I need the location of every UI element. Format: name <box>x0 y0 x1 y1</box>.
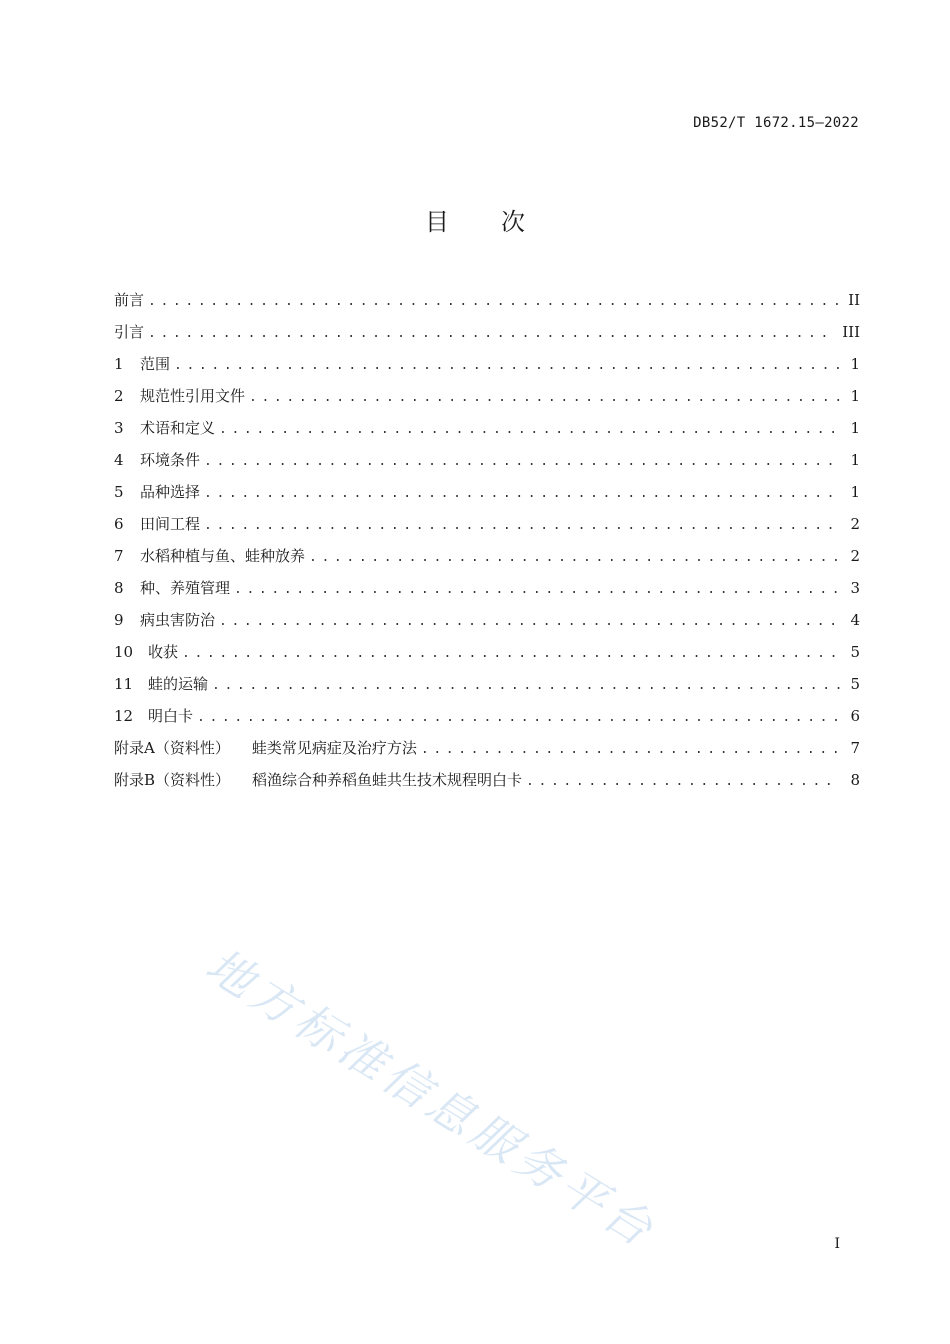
document-code: DB52/T 1672.15—2022 <box>693 115 859 131</box>
toc-entry-appendix-b[interactable] <box>114 764 860 796</box>
toc-leader <box>212 670 840 702</box>
toc-leader <box>204 478 840 510</box>
toc-entry-page: 5 <box>850 675 860 693</box>
toc-entry-foreword[interactable] <box>114 284 860 316</box>
toc-leader <box>204 446 840 478</box>
toc-entry-title: 田间工程 <box>140 515 201 533</box>
toc-entry-4[interactable] <box>114 444 860 476</box>
toc-entry-title: 蛙类常见病症及治疗方法 <box>251 739 417 757</box>
toc-entry-title: 前言 <box>114 291 145 309</box>
toc-entry-appendix-a[interactable] <box>114 732 860 764</box>
toc-entry-page: II <box>848 291 860 309</box>
toc-entry-number: 8 <box>114 579 124 597</box>
toc-entry-introduction[interactable] <box>114 316 860 348</box>
toc-entry-page: 3 <box>850 579 860 597</box>
toc-entry-8[interactable] <box>114 572 860 604</box>
toc-entry-title: 术语和定义 <box>140 419 216 437</box>
toc-entry-page: 1 <box>850 355 860 373</box>
toc-entry-title: 蛙的运输 <box>148 675 209 693</box>
watermark: 地方标准信息服务平台 <box>196 937 667 1259</box>
toc-leader <box>148 286 840 318</box>
toc-entry-title: 水稻种植与鱼、蛙种放养 <box>140 547 306 565</box>
toc-leader <box>148 318 836 350</box>
toc-entry-page: 2 <box>850 547 860 565</box>
title-char-1: 目 <box>425 208 449 236</box>
toc-entry-9[interactable] <box>114 604 860 636</box>
toc-entry-page: 1 <box>850 451 860 469</box>
toc-entry-title: 引言 <box>114 323 145 341</box>
toc-entry-number: 2 <box>114 387 124 405</box>
toc-entry-1[interactable] <box>114 348 860 380</box>
toc-entry-page: 7 <box>850 739 860 757</box>
title-char-2: 次 <box>501 208 525 236</box>
toc-entry-10[interactable] <box>114 636 860 668</box>
toc-entry-2[interactable] <box>114 380 860 412</box>
toc-entry-title: 稻渔综合种养稻鱼蛙共生技术规程明白卡 <box>252 771 523 789</box>
toc-entry-page: 2 <box>850 515 860 533</box>
toc-leader <box>421 734 840 766</box>
toc-leader <box>219 606 840 638</box>
toc-leader <box>249 382 840 414</box>
toc-entry-page: 1 <box>850 419 860 437</box>
toc-entry-title: 规范性引用文件 <box>140 387 246 405</box>
toc-entry-7[interactable] <box>114 540 860 572</box>
toc-entry-title: 种、养殖管理 <box>140 579 231 597</box>
toc-entry-number: 5 <box>114 483 124 501</box>
toc-entry-page: III <box>842 323 860 341</box>
toc-leader <box>219 414 840 446</box>
page-number: I <box>834 1236 840 1252</box>
toc-leader <box>204 510 840 542</box>
toc-leader <box>182 638 840 670</box>
toc-entry-number: 3 <box>114 419 124 437</box>
table-of-contents <box>114 284 860 796</box>
toc-entry-page: 6 <box>850 707 860 725</box>
toc-entry-number: 1 <box>114 355 124 373</box>
toc-leader <box>234 574 840 606</box>
toc-appendix-label: 附录B（资料性） <box>114 771 231 789</box>
toc-entry-number: 12 <box>114 707 134 725</box>
toc-entry-page: 5 <box>850 643 860 661</box>
toc-entry-title: 范围 <box>140 355 171 373</box>
toc-leader <box>197 702 840 734</box>
toc-entry-page: 1 <box>850 387 860 405</box>
toc-appendix-label: 附录A（资料性） <box>114 739 230 757</box>
toc-leader <box>309 542 840 574</box>
toc-entry-number: 10 <box>114 643 134 661</box>
toc-entry-12[interactable] <box>114 700 860 732</box>
toc-entry-number: 9 <box>114 611 124 629</box>
toc-entry-number: 6 <box>114 515 124 533</box>
toc-entry-6[interactable] <box>114 508 860 540</box>
toc-entry-11[interactable] <box>114 668 860 700</box>
toc-leader <box>526 766 840 798</box>
toc-entry-title: 环境条件 <box>140 451 201 469</box>
toc-leader <box>174 350 840 382</box>
toc-entry-number: 4 <box>114 451 124 469</box>
toc-entry-page: 8 <box>850 771 860 789</box>
toc-entry-number: 7 <box>114 547 124 565</box>
page-title <box>0 202 950 237</box>
toc-entry-number: 11 <box>114 675 134 693</box>
toc-entry-title: 收获 <box>148 643 179 661</box>
toc-entry-3[interactable] <box>114 412 860 444</box>
toc-entry-5[interactable] <box>114 476 860 508</box>
toc-entry-page: 4 <box>850 611 860 629</box>
toc-entry-title: 明白卡 <box>148 707 194 725</box>
toc-entry-title: 病虫害防治 <box>140 611 216 629</box>
toc-entry-page: 1 <box>850 483 860 501</box>
toc-entry-title: 品种选择 <box>140 483 201 501</box>
